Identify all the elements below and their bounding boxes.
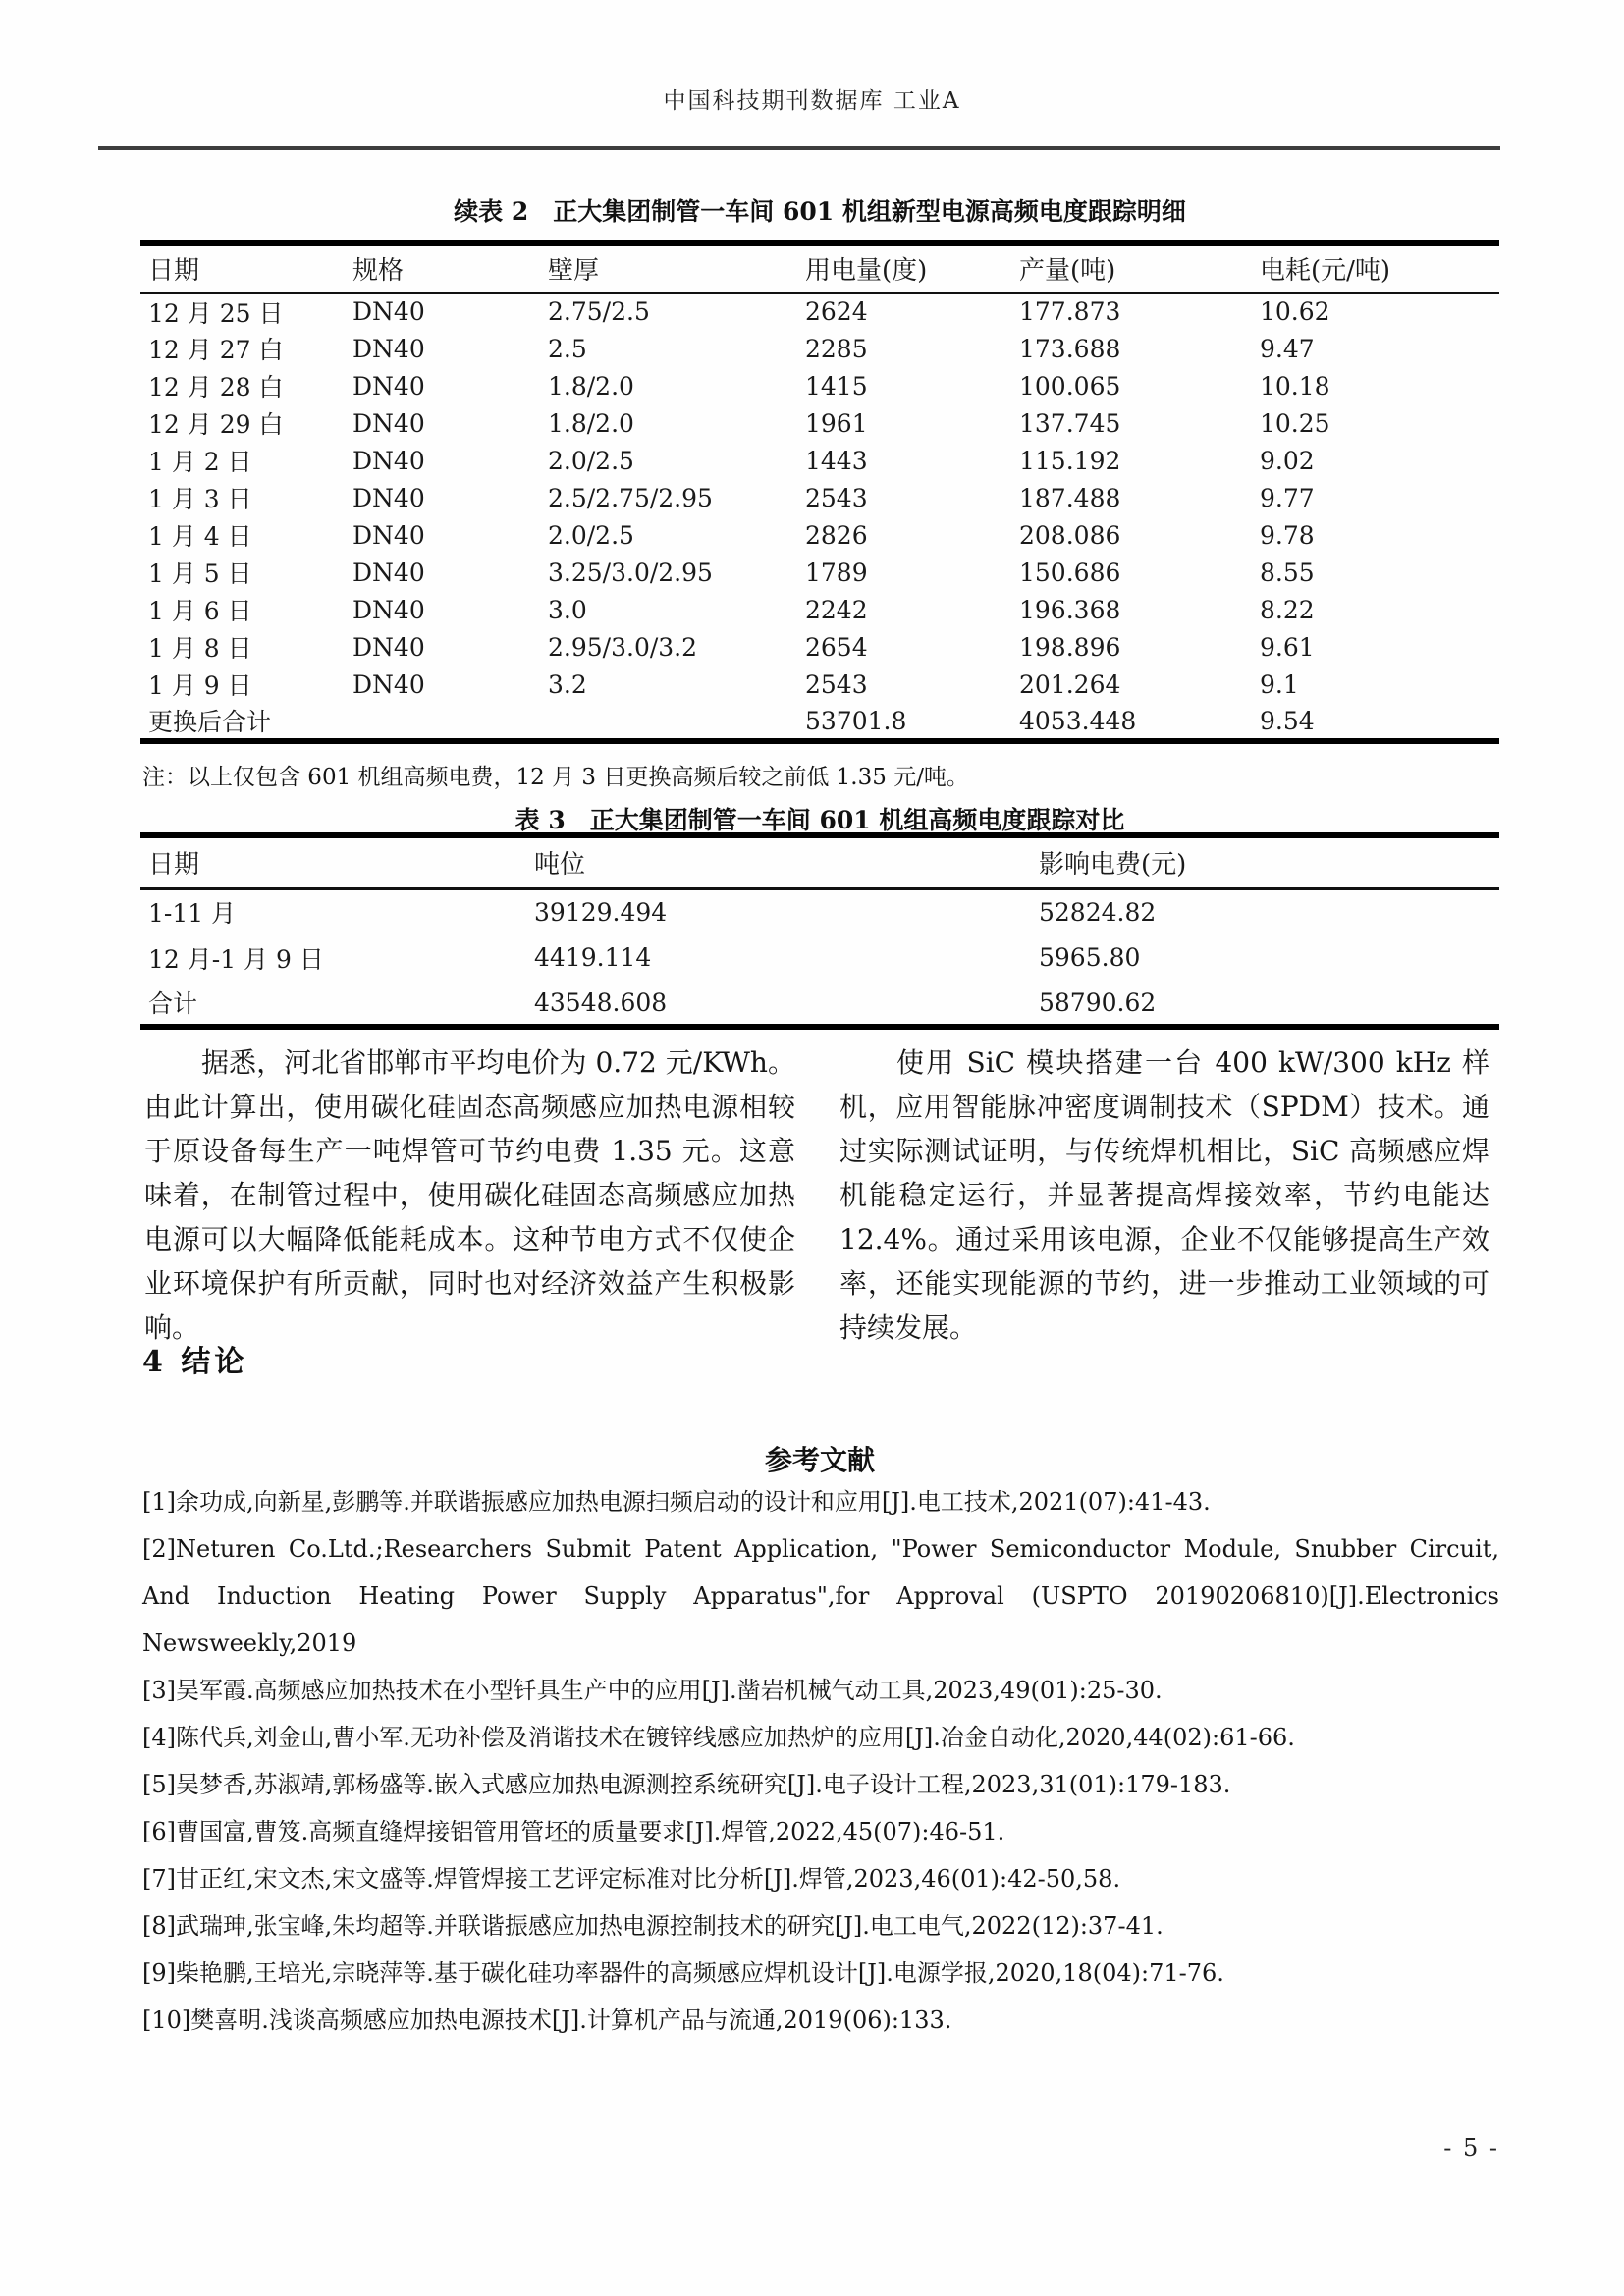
table-cell: 9.78: [1260, 520, 1315, 550]
table-cell: 合计: [148, 989, 198, 1018]
table-cell: 10.18: [1260, 371, 1330, 400]
table-row: [140, 666, 1499, 703]
table-cell: 2654: [805, 632, 868, 662]
table-row: [140, 554, 1499, 591]
table-cell: DN40: [352, 669, 425, 699]
reference-item: [5]吴梦香,苏淑靖,郭杨盛等.嵌入式感应加热电源测控系统研究[J].电子设计工程,2023,31(01):179-183.: [142, 1771, 1231, 1798]
table2-header: [140, 243, 1499, 293]
table-cell: 137.745: [1019, 408, 1121, 438]
column-header: 产量(吨): [1019, 256, 1116, 287]
table2-power-tracking-detail: [140, 240, 1499, 744]
table-cell: 3.25/3.0/2.95: [548, 558, 713, 587]
table-cell: 12 月 28 白: [148, 373, 284, 401]
column-header: 日期: [148, 850, 200, 881]
table2-caption: 续表 2 正大集团制管一车间 601 机组新型电源高频电度跟踪明细: [454, 197, 1186, 226]
table-cell: 9.47: [1260, 334, 1315, 363]
table-cell: [548, 703, 805, 741]
reference-item: [1]余功成,向新星,彭鹏等.并联谐振感应加热电源扫频启动的设计和应用[J].电工技术,2021(07):41-43.: [142, 1488, 1211, 1516]
table-cell: 208.086: [1019, 520, 1121, 550]
table-cell: DN40: [352, 371, 425, 400]
column-header: 吨位: [534, 850, 586, 881]
table-row: [140, 516, 1499, 554]
table-row: [140, 367, 1499, 404]
reference-item: [6]曹国富,曹笈.高频直缝焊接铝管用管坯的质量要求[J].焊管,2022,45(07):46-51.: [142, 1818, 1005, 1845]
table2-header-row: [140, 243, 1499, 293]
table3-comparison: [140, 832, 1499, 1030]
table3-caption: 表 3 正大集团制管一车间 601 机组高频电度跟踪对比: [514, 806, 1125, 834]
table-cell: 1443: [805, 446, 868, 475]
table-row: [140, 404, 1499, 442]
table-cell: DN40: [352, 334, 425, 363]
table-cell: 4053.448: [1019, 706, 1137, 735]
table-cell: 1789: [805, 558, 868, 587]
table2-body: [140, 293, 1499, 741]
reference-item: [4]陈代兵,刘金山,曹小军.无功补偿及消谐技术在镀锌线感应加热炉的应用[J].冶金自动化,2020,44(02):61-66.: [142, 1724, 1295, 1751]
table3-header: [140, 835, 1499, 888]
header-rule: [98, 146, 1500, 150]
table-cell: 2543: [805, 483, 868, 512]
table-cell: 2826: [805, 520, 868, 550]
reference-item: [10]樊喜明.浅谈高频感应加热电源技术[J].计算机产品与流通,2019(06):133.: [142, 2006, 952, 2034]
column-header: 规格: [352, 256, 405, 287]
table-cell: 更换后合计: [148, 708, 272, 736]
table-cell: 196.368: [1019, 595, 1121, 624]
table-cell: 1 月 9 日: [148, 671, 252, 700]
table-cell: 4419.114: [534, 943, 652, 972]
column-header: 壁厚: [548, 256, 600, 287]
table-row: [140, 591, 1499, 628]
table-cell: 10.62: [1260, 297, 1330, 327]
table-cell: 1 月 6 日: [148, 597, 252, 625]
table-cell: 1.8/2.0: [548, 408, 634, 438]
table-cell: DN40: [352, 483, 425, 512]
table-cell: DN40: [352, 408, 425, 438]
page-number: - 5 -: [1443, 2134, 1499, 2162]
table-cell: 3.0: [548, 595, 587, 624]
table-cell: 1-11 月: [148, 899, 237, 929]
table-cell: 12 月 29 白: [148, 410, 284, 439]
conclusion-heading: 4 结论: [142, 1345, 248, 1379]
table-cell: 9.54: [1260, 706, 1315, 735]
table-cell: 100.065: [1019, 371, 1121, 400]
table-row: [140, 981, 1499, 1027]
table-cell: DN40: [352, 297, 425, 327]
table-cell: 2.5: [548, 334, 587, 363]
table-cell: 1961: [805, 408, 868, 438]
table-cell: 201.264: [1019, 669, 1121, 699]
table-cell: 2242: [805, 595, 868, 624]
journal-header: 中国科技期刊数据库 工业A: [663, 88, 961, 114]
body-column-right: [839, 1041, 1489, 1350]
reference-item: [9]柴艳鹏,王培光,宗晓萍等.基于碳化硅功率器件的高频感应焊机设计[J].电源学报,2020,18(04):71-76.: [142, 1959, 1224, 1987]
table2-note: 注：以上仅包含 601 机组高频电费，12 月 3 日更换高频后较之前低 1.35 元/吨。: [142, 765, 969, 790]
table-cell: 1415: [805, 371, 868, 400]
table-cell: 9.1: [1260, 669, 1299, 699]
column-header: 影响电费(元): [1039, 850, 1187, 881]
table-cell: 52824.82: [1039, 897, 1157, 927]
body-paragraph-right: 使用 SiC 模块搭建一台 400 kW/300 kHz 样机，应用智能脉冲密度调制技术（SPDM）技术。通过实际测试证明，与传统焊机相比，SiC 高频感应焊机能稳定运行，并显著提高焊接效率，节约电能达 12.4%。通过采用该电源，企业不仅能够提高生产效率，还能实现能源的节约，进一步推动工业领域的可持续发展。: [839, 1046, 1489, 1344]
table-cell: [352, 703, 548, 741]
table-cell: 9.02: [1260, 446, 1315, 475]
table-row: [140, 703, 1499, 741]
table-cell: 12 月-1 月 9 日: [148, 944, 324, 974]
table3-body: [140, 888, 1499, 1027]
body-paragraph-left: 据悉，河北省邯郸市平均电价为 0.72 元/KWh。由此计算出，使用碳化硅固态高频感应加热电源相较于原设备每生产一吨焊管可节约电费 1.35 元。这意味着，在制管过程中，使用碳化硅固态高频感应加热电源可以大幅降低能耗成本。这种节电方式不仅使企业环境保护有所贡献，同时也对经济效益产生积极影响。: [144, 1046, 795, 1344]
table-row: [140, 888, 1499, 934]
table-cell: 53701.8: [805, 706, 907, 735]
table-cell: 1 月 4 日: [148, 522, 252, 551]
table-cell: 2.5/2.75/2.95: [548, 483, 713, 512]
table-cell: 8.55: [1260, 558, 1315, 587]
column-header: 电耗(元/吨): [1260, 256, 1391, 287]
table-cell: 39129.494: [534, 897, 668, 927]
table-cell: 2.0/2.5: [548, 446, 634, 475]
table-cell: 2543: [805, 669, 868, 699]
reference-item: [7]甘正红,宋文杰,宋文盛等.焊管焊接工艺评定标准对比分析[J].焊管,2023,46(01):42-50,58.: [142, 1865, 1121, 1893]
table-cell: 2285: [805, 334, 868, 363]
table-cell: 58790.62: [1039, 988, 1157, 1017]
table-cell: 187.488: [1019, 483, 1121, 512]
column-header: 日期: [148, 256, 200, 287]
table-cell: 150.686: [1019, 558, 1121, 587]
table-cell: 173.688: [1019, 334, 1121, 363]
table-row: [140, 442, 1499, 479]
references-list: [142, 1478, 1499, 2044]
table-row: [140, 293, 1499, 330]
table-cell: 2.75/2.5: [548, 297, 650, 327]
table-row: [140, 628, 1499, 666]
reference-item: [3]吴军霞.高频感应加热技术在小型钎具生产中的应用[J].凿岩机械气动工具,2023,49(01):25-30.: [142, 1677, 1163, 1704]
reference-item: [8]武瑞珅,张宝峰,朱均超等.并联谐振感应加热电源控制技术的研究[J].电工电气,2022(12):37-41.: [142, 1912, 1164, 1940]
table3-header-row: [140, 835, 1499, 888]
table-cell: 1 月 3 日: [148, 485, 252, 513]
table-cell: 115.192: [1019, 446, 1121, 475]
table-cell: 198.896: [1019, 632, 1121, 662]
table-cell: 9.77: [1260, 483, 1315, 512]
table-cell: 177.873: [1019, 297, 1121, 327]
table-cell: DN40: [352, 446, 425, 475]
table-cell: 3.2: [548, 669, 587, 699]
table-cell: 12 月 25 日: [148, 298, 284, 328]
table-cell: 43548.608: [534, 988, 668, 1017]
table-row: [140, 479, 1499, 516]
table-cell: 1.8/2.0: [548, 371, 634, 400]
table-cell: DN40: [352, 520, 425, 550]
table-cell: 2.95/3.0/3.2: [548, 632, 698, 662]
table-cell: 1 月 8 日: [148, 634, 252, 663]
table-row: [140, 934, 1499, 981]
table-cell: 1 月 5 日: [148, 560, 252, 588]
table-cell: 1 月 2 日: [148, 448, 252, 476]
table-cell: DN40: [352, 632, 425, 662]
table-cell: 12 月 27 白: [148, 336, 284, 364]
table-cell: DN40: [352, 595, 425, 624]
table-cell: 9.61: [1260, 632, 1315, 662]
table-cell: 2.0/2.5: [548, 520, 634, 550]
table-cell: 2624: [805, 297, 868, 327]
table-cell: 8.22: [1260, 595, 1315, 624]
table-cell: 5965.80: [1039, 943, 1141, 972]
body-column-left: [144, 1041, 795, 1350]
references-heading: 参考文献: [764, 1444, 875, 1476]
table-cell: 10.25: [1260, 408, 1330, 438]
table-row: [140, 330, 1499, 367]
column-header: 用电量(度): [805, 256, 928, 287]
reference-item: [2]Neturen Co.Ltd.;Researchers Submit Patent Application, "Power Semiconductor Module, Snubber Circuit, And Induction Heating Power Supply Apparatus",for Approval (USPTO 20190206810)[J].Electronics Newsweekly,2019: [142, 1535, 1499, 1657]
table-cell: DN40: [352, 558, 425, 587]
